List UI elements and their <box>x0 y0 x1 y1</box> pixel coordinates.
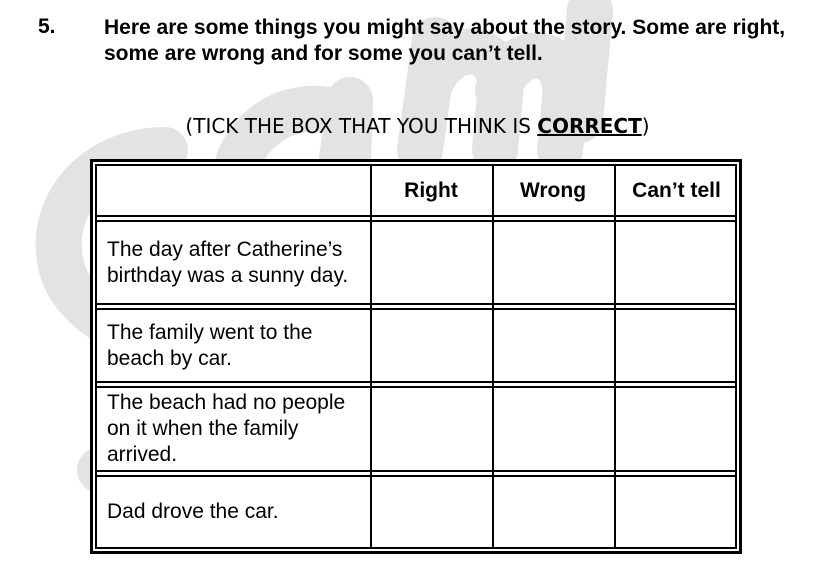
tick-cant-tell-box-row-1[interactable] <box>616 222 738 303</box>
instruction-text: (TICK THE BOX THAT YOU THINK IS <box>185 114 538 138</box>
tick-wrong-box-row-1[interactable] <box>494 222 613 303</box>
tick-wrong-box-row-3[interactable] <box>494 388 613 470</box>
row-divider <box>95 381 737 383</box>
row-divider <box>95 215 737 217</box>
tick-right-box-row-3[interactable] <box>372 388 491 470</box>
statement-4: Dad drove the car. <box>107 500 279 523</box>
answer-table <box>90 159 742 554</box>
tick-right-box-row-4[interactable] <box>372 477 491 547</box>
tick-right-box-row-2[interactable] <box>372 310 491 381</box>
question-text: Here are some things you might say about the story. Some are right, some are wrong and for some you can’t tell. <box>104 16 786 65</box>
header-right: Right <box>404 178 458 202</box>
header-cant-tell: Can’t tell <box>632 178 721 202</box>
tick-wrong-box-row-4[interactable] <box>494 477 613 547</box>
tick-right-box-row-1[interactable] <box>372 222 491 303</box>
statement-2: The family went to the beach by car. <box>107 320 313 370</box>
row-divider <box>95 303 737 305</box>
header-wrong: Wrong <box>519 178 587 202</box>
instruction <box>0 114 835 138</box>
question-number: 5. <box>38 15 56 38</box>
tick-cant-tell-box-row-4[interactable] <box>616 477 738 547</box>
tick-wrong-box-row-2[interactable] <box>494 310 613 381</box>
statement-3: The beach had no people on it when the family arrived. <box>107 391 346 466</box>
row-divider <box>95 470 737 472</box>
table-frame-bottom <box>95 547 737 549</box>
tick-cant-tell-box-row-3[interactable] <box>616 388 738 470</box>
statement-1: The day after Catherine’s birthday was a sunny day. <box>107 237 349 287</box>
header-blank <box>93 166 370 215</box>
instruction-close: ) <box>641 114 650 138</box>
instruction-emphasis: CORRECT <box>537 114 642 138</box>
tick-cant-tell-box-row-2[interactable] <box>616 310 738 381</box>
